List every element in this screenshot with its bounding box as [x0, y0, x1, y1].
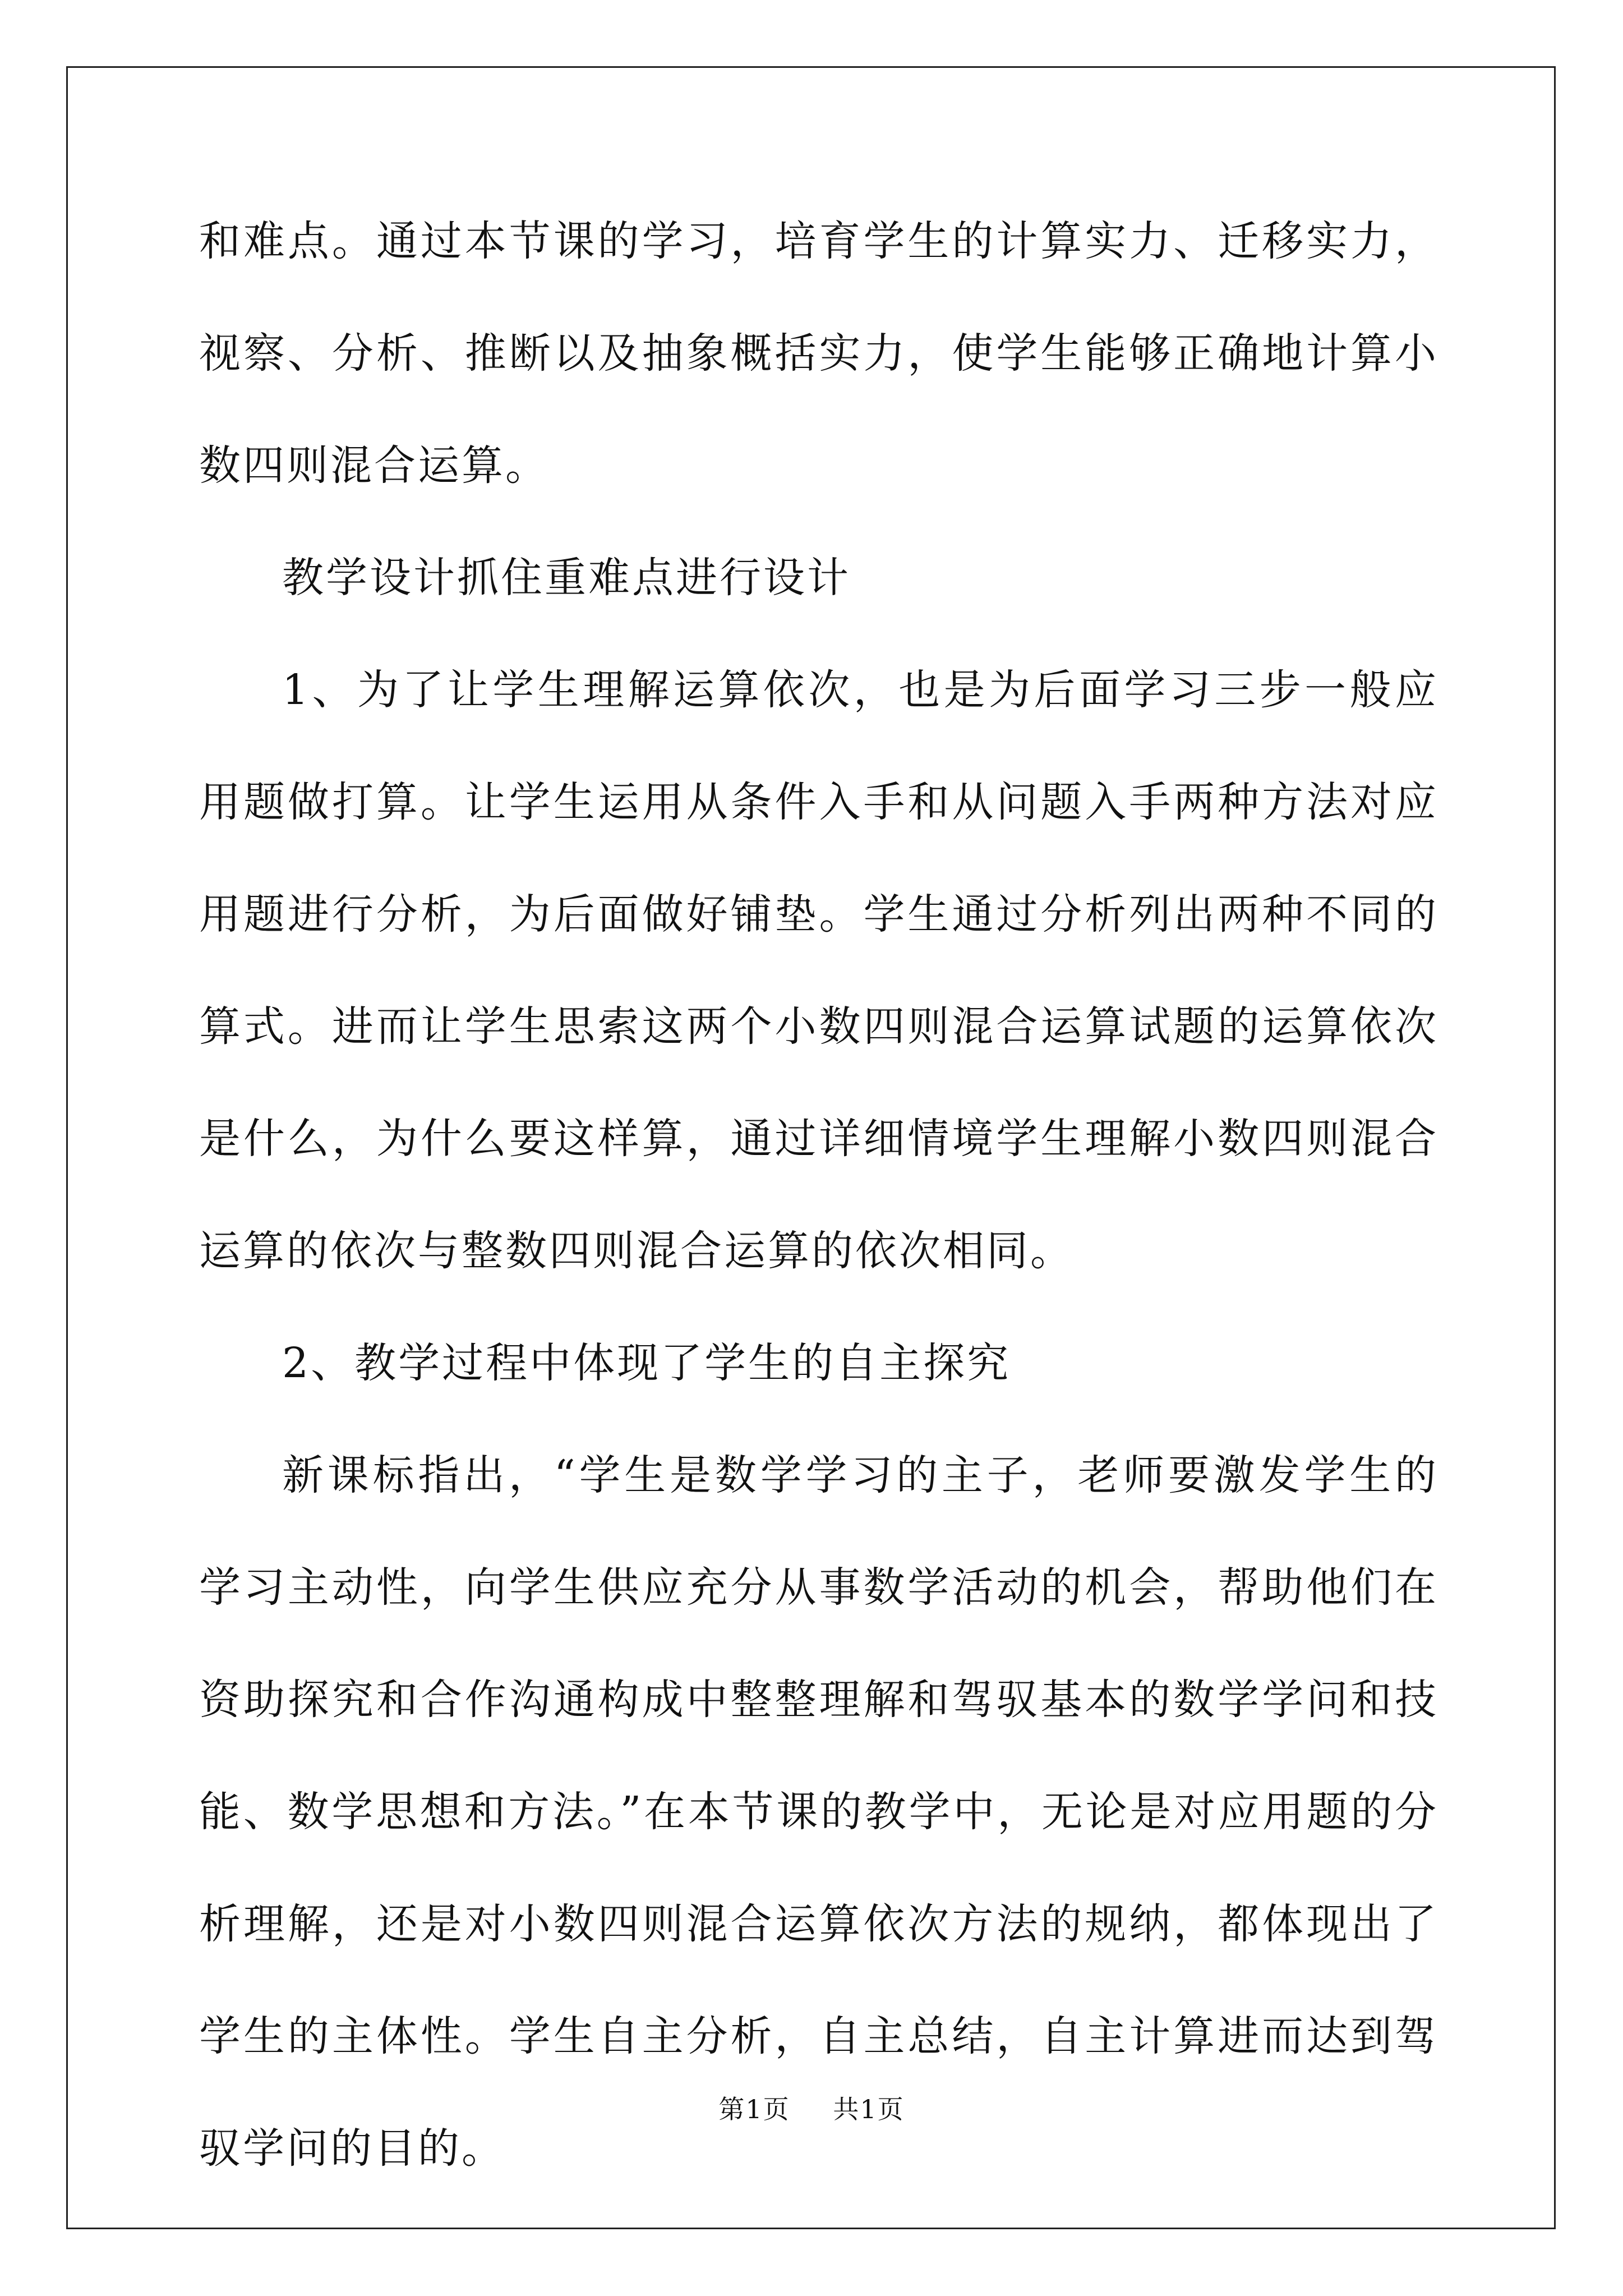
page-number-total: 共1页: [833, 2094, 905, 2124]
paragraph-continuation: 和难点。通过本节课的学习，培育学生的计算实力、迁移实力，视察、分析、推断以及抽象概括实力，使学生能够正确地计算小数四则混合运算。: [199, 217, 1438, 490]
paragraph-point-2-heading: 2、教学过程中体现了学生的自主探究: [282, 1339, 1011, 1387]
document-body: [199, 185, 1438, 2205]
page-number-current: 第1页: [718, 2094, 790, 2124]
paragraph-point-2-body: 新课标指出，“学生是数学学习的主子，老师要激发学生的学习主动性，向学生供应充分从事数学活动的机会，帮助他们在资助探究和合作沟通构成中整整理解和驾驭基本的数学学问和技能、数学思想和方法。”在本节课的教学中，无论是对应用题的分析理解，还是对小数四则混合运算依次方法的规纳，都体现出了学生的主体性。学生自主分析，自主总结，自主计算进而达到驾驭学问的目的。: [199, 1451, 1438, 2173]
paragraph-section-heading: 教学设计抓住重难点进行设计: [282, 554, 851, 602]
paragraph-point-1: 1、为了让学生理解运算依次，也是为后面学习三步一般应用题做打算。让学生运用从条件入手和从问题入手两种方法对应用题进行分析，为后面做好铺垫。学生通过分析列出两种不同的算式。进而让学生思索这两个小数四则混合运算试题的运算依次是什么，为什么要这样算，通过详细情境学生理解小数四则混合运算的依次与整数四则混合运算的依次相同。: [199, 666, 1438, 1275]
page-footer: [0, 2092, 1623, 2126]
